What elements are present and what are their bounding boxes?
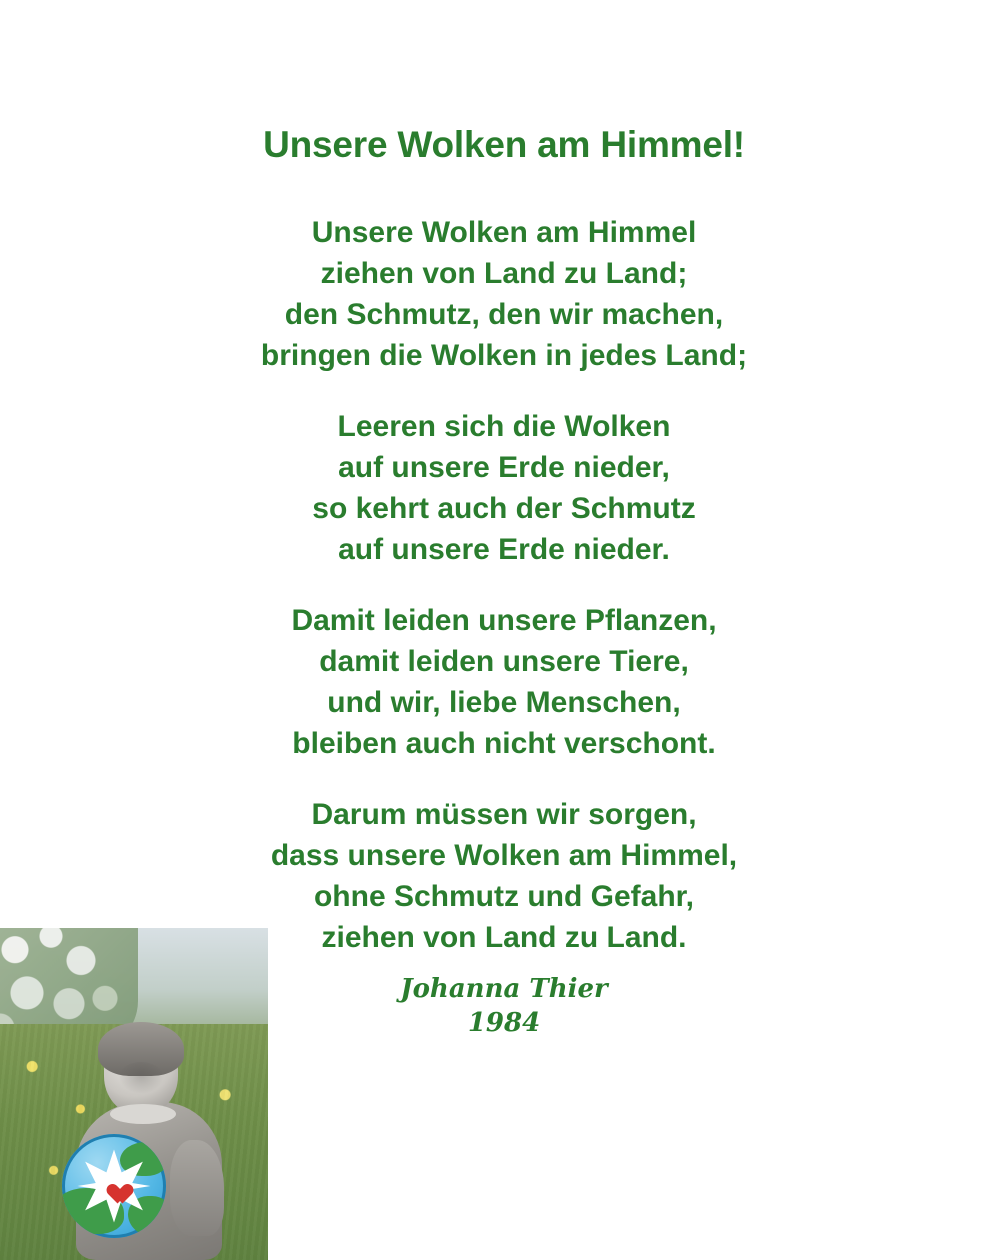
poem-line: bringen die Wolken in jedes Land; [260,339,748,372]
poem-line: damit leiden unsere Tiere, [319,645,689,678]
poem-line: Darum müssen wir sorgen, [311,798,697,831]
heart-icon [102,1176,126,1198]
author-year: 1984 [467,1008,541,1038]
poem-body [0,212,1008,988]
poem-line: ohne Schmutz und Gefahr, [313,880,695,913]
poem-line: Damit leiden unsere Pflanzen, [291,604,717,637]
poem-line: und wir, liebe Menschen, [327,686,681,719]
poem-line: Leeren sich die Wolken [337,410,671,443]
stanza-3 [0,600,1008,764]
stanza-2 [0,406,1008,570]
author-name: Johanna Thier [400,974,608,1004]
child-face [118,1062,164,1094]
poem-line: auf unsere Erde nieder, [338,451,670,484]
poem-line: ziehen von Land zu Land; [320,257,688,290]
poem-line: bleiben auch nicht verschont. [292,727,716,760]
poem-line: dass unsere Wolken am Himmel, [270,839,738,872]
poem-line: auf unsere Erde nieder. [338,533,670,566]
child-arm [170,1140,224,1236]
child-collar [110,1104,176,1124]
globe-icon [62,1134,166,1238]
poem-line: den Schmutz, den wir machen, [284,298,724,331]
poem-line: so kehrt auch der Schmutz [312,492,696,525]
poem-line: Unsere Wolken am Himmel [311,216,697,249]
poem-line: ziehen von Land zu Land. [321,921,687,954]
page-title: Unsere Wolken am Himmel! [263,124,745,165]
stanza-1 [0,212,1008,376]
photograph [0,928,268,1260]
